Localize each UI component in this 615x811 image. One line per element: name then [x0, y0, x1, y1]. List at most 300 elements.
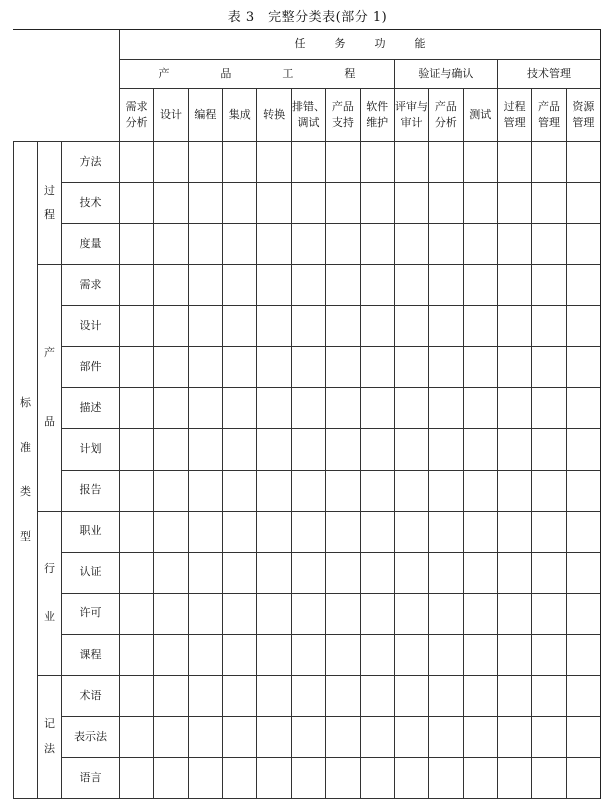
table-cell: [428, 676, 462, 717]
header-column: [360, 89, 394, 142]
table-cell: [463, 388, 497, 429]
table-cell: [531, 429, 565, 470]
row-label: 报告: [61, 471, 119, 512]
table-cell: [428, 388, 462, 429]
table-cell: [325, 635, 359, 676]
table-cell: [188, 676, 222, 717]
table-cell: [531, 717, 565, 758]
table-cell: [325, 183, 359, 224]
table-cell: [428, 553, 462, 594]
row-label: 课程: [61, 635, 119, 676]
table-cell: [463, 306, 497, 347]
table-cell: [153, 594, 187, 635]
table-cell: [428, 306, 462, 347]
table-cell: [325, 142, 359, 183]
table-cell: [566, 676, 600, 717]
side-outer-label: [13, 142, 37, 799]
table-cell: [188, 429, 222, 470]
table-cell: [256, 717, 290, 758]
table-cell: [256, 676, 290, 717]
table-cell: [463, 347, 497, 388]
header-column-line: 转换: [263, 107, 286, 121]
table-cell: [119, 676, 153, 717]
table-cell: [222, 512, 256, 553]
header-column-line: 审计: [400, 116, 423, 129]
header-column: [394, 89, 428, 142]
header-column: [256, 89, 290, 142]
table-cell: [360, 429, 394, 470]
table-cell: [291, 183, 325, 224]
table-cell: [394, 594, 428, 635]
table-cell: [325, 306, 359, 347]
table-cell: [188, 758, 222, 799]
header-column-line: 需求: [125, 99, 148, 113]
table-cell: [566, 429, 600, 470]
table-cell: [153, 676, 187, 717]
classification-table: [13, 29, 601, 799]
table-cell: [360, 183, 394, 224]
table-cell: [256, 388, 290, 429]
table-cell: [394, 306, 428, 347]
table-cell: [119, 758, 153, 799]
table-cell: [291, 758, 325, 799]
header-column-line: 集成: [228, 107, 251, 121]
table-cell: [463, 429, 497, 470]
row-label: 方法: [61, 142, 119, 183]
table-cell: [497, 594, 531, 635]
table-cell: [222, 429, 256, 470]
header-column: [566, 89, 600, 142]
table-cell: [566, 183, 600, 224]
table-cell: [291, 224, 325, 265]
header-column: [497, 89, 531, 142]
table-cell: [394, 512, 428, 553]
table-cell: [360, 265, 394, 306]
table-cell: [256, 306, 290, 347]
header-column-line: 支持: [331, 116, 354, 129]
table-cell: [222, 635, 256, 676]
table-cell: [325, 471, 359, 512]
table-cell: [566, 635, 600, 676]
table-cell: [256, 512, 290, 553]
table-cell: [153, 758, 187, 799]
table-cell: [497, 717, 531, 758]
table-cell: [463, 758, 497, 799]
table-cell: [119, 347, 153, 388]
table-cell: [566, 306, 600, 347]
table-cell: [153, 306, 187, 347]
table-cell: [119, 388, 153, 429]
table-cell: [256, 347, 290, 388]
table-cell: [291, 429, 325, 470]
row-label: 术语: [61, 676, 119, 717]
header-column-line: 过程: [503, 99, 526, 113]
table-cell: [463, 142, 497, 183]
table-cell: [360, 553, 394, 594]
table-cell: [360, 717, 394, 758]
table-cell: [325, 347, 359, 388]
table-cell: [222, 265, 256, 306]
header-column-line: 管理: [503, 116, 526, 129]
table-cell: [497, 183, 531, 224]
table-cell: [566, 224, 600, 265]
table-cell: [360, 594, 394, 635]
header-column-line: 资源: [572, 99, 595, 113]
table-cell: [222, 471, 256, 512]
header-column-line: 设计: [160, 107, 183, 121]
header-column-line: 调试: [297, 116, 320, 129]
table-cell: [153, 347, 187, 388]
table-cell: [360, 224, 394, 265]
table-cell: [325, 717, 359, 758]
table-cell: [394, 635, 428, 676]
table-cell: [531, 758, 565, 799]
side-category-char: 程: [44, 208, 55, 222]
table-cell: [325, 594, 359, 635]
table-cell: [153, 265, 187, 306]
table-cell: [497, 676, 531, 717]
side-category-label: [37, 676, 61, 799]
row-label: 技术: [61, 183, 119, 224]
table-cell: [497, 265, 531, 306]
table-cell: [394, 758, 428, 799]
table-cell: [325, 553, 359, 594]
header-column-line: 测试: [469, 107, 492, 121]
table-cell: [531, 676, 565, 717]
side-category-char: 产: [44, 346, 55, 360]
table-cell: [497, 224, 531, 265]
header-column: [188, 89, 222, 142]
table-cell: [153, 429, 187, 470]
table-cell: [497, 635, 531, 676]
table-cell: [428, 347, 462, 388]
table-cell: [531, 347, 565, 388]
table-cell: [188, 183, 222, 224]
table-cell: [566, 388, 600, 429]
table-cell: [566, 142, 600, 183]
header-column: [119, 89, 153, 142]
side-category-label: [37, 512, 61, 676]
table-cell: [394, 388, 428, 429]
table-cell: [531, 265, 565, 306]
side-category-label: [37, 142, 61, 265]
header-column-line: 产品: [434, 99, 457, 113]
corner-blank: [13, 30, 119, 142]
table-cell: [119, 142, 153, 183]
table-cell: [463, 553, 497, 594]
side-category-char: 过: [44, 183, 55, 197]
row-label: 许可: [61, 594, 119, 635]
table-cell: [153, 512, 187, 553]
table-cell: [222, 183, 256, 224]
table-cell: [566, 265, 600, 306]
table-cell: [360, 758, 394, 799]
table-cell: [119, 717, 153, 758]
table-cell: [119, 594, 153, 635]
table-cell: [428, 594, 462, 635]
table-cell: [188, 635, 222, 676]
table-cell: [531, 512, 565, 553]
table-cell: [188, 224, 222, 265]
header-column-line: 管理: [537, 116, 560, 129]
table-cell: [531, 553, 565, 594]
table-cell: [119, 429, 153, 470]
table-cell: [222, 388, 256, 429]
table-cell: [360, 306, 394, 347]
table-cell: [119, 553, 153, 594]
table-cell: [463, 676, 497, 717]
table-cell: [531, 635, 565, 676]
side-outer-char: 准: [20, 440, 31, 454]
table-cell: [428, 512, 462, 553]
side-category-label: [37, 265, 61, 511]
table-cell: [360, 471, 394, 512]
table-cell: [222, 224, 256, 265]
table-cell: [394, 717, 428, 758]
table-cell: [428, 758, 462, 799]
side-category-char: 业: [44, 610, 55, 624]
header-column: [463, 89, 497, 142]
table-cell: [497, 758, 531, 799]
table-cell: [291, 142, 325, 183]
row-label: 认证: [61, 553, 119, 594]
table-cell: [566, 512, 600, 553]
table-cell: [188, 594, 222, 635]
header-column-line: 维护: [366, 116, 389, 129]
row-label: 设计: [61, 306, 119, 347]
table-cell: [256, 635, 290, 676]
table-cell: [188, 512, 222, 553]
table-cell: [428, 471, 462, 512]
header-group: 验证与确认: [394, 60, 497, 89]
table-cell: [291, 471, 325, 512]
table-cell: [428, 717, 462, 758]
table-cell: [497, 142, 531, 183]
side-outer-char: 类: [20, 485, 31, 498]
row-label: 语言: [61, 758, 119, 799]
table-cell: [566, 758, 600, 799]
table-cell: [153, 224, 187, 265]
table-cell: [256, 471, 290, 512]
table-cell: [566, 717, 600, 758]
table-cell: [291, 635, 325, 676]
table-cell: [119, 635, 153, 676]
table-cell: [428, 224, 462, 265]
table-cell: [222, 306, 256, 347]
table-cell: [222, 758, 256, 799]
table-cell: [566, 553, 600, 594]
table-cell: [188, 306, 222, 347]
table-cell: [256, 553, 290, 594]
table-cell: [291, 512, 325, 553]
table-cell: [291, 265, 325, 306]
side-category-char: 行: [44, 561, 55, 575]
table-cell: [463, 512, 497, 553]
table-cell: [394, 471, 428, 512]
table-cell: [325, 224, 359, 265]
table-cell: [394, 553, 428, 594]
table-cell: [497, 512, 531, 553]
table-cell: [256, 183, 290, 224]
table-cell: [497, 306, 531, 347]
table-cell: [531, 306, 565, 347]
table-cell: [256, 594, 290, 635]
table-cell: [360, 142, 394, 183]
table-cell: [497, 429, 531, 470]
table-cell: [291, 553, 325, 594]
table-cell: [531, 224, 565, 265]
side-category-char: 品: [44, 414, 55, 428]
table-cell: [360, 512, 394, 553]
header-column-line: 软件: [366, 99, 389, 113]
table-cell: [119, 306, 153, 347]
table-cell: [188, 347, 222, 388]
header-column: [531, 89, 565, 142]
header-column-line: 分析: [434, 116, 457, 129]
table-cell: [463, 183, 497, 224]
header-group: 产 品 工 程: [119, 60, 394, 89]
header-column-line: 产品: [331, 99, 354, 113]
table-cell: [222, 553, 256, 594]
table-cell: [463, 265, 497, 306]
header-column: [222, 89, 256, 142]
table-cell: [394, 265, 428, 306]
row-label: 职业: [61, 512, 119, 553]
table-cell: [153, 717, 187, 758]
table-cell: [153, 471, 187, 512]
table-cell: [119, 471, 153, 512]
side-category-char: 法: [44, 741, 55, 755]
table-cell: [325, 512, 359, 553]
table-cell: [222, 142, 256, 183]
table-cell: [360, 388, 394, 429]
table-cell: [256, 429, 290, 470]
table-cell: [222, 717, 256, 758]
table-cell: [497, 471, 531, 512]
table-cell: [566, 471, 600, 512]
header-column-line: 分析: [125, 116, 148, 129]
table-cell: [360, 676, 394, 717]
row-label: 描述: [61, 388, 119, 429]
table-cell: [291, 717, 325, 758]
header-group: 技术管理: [497, 60, 600, 89]
table-cell: [428, 429, 462, 470]
row-label: 计划: [61, 429, 119, 470]
table-cell: [428, 183, 462, 224]
table-cell: [119, 265, 153, 306]
table-cell: [256, 758, 290, 799]
table-cell: [188, 553, 222, 594]
table-cell: [428, 265, 462, 306]
table-cell: [256, 265, 290, 306]
table-cell: [119, 512, 153, 553]
table-cell: [394, 347, 428, 388]
table-cell: [394, 429, 428, 470]
table-cell: [325, 676, 359, 717]
table-cell: [394, 676, 428, 717]
header-column-line: 编程: [194, 107, 217, 121]
row-label: 部件: [61, 347, 119, 388]
table-cell: [119, 183, 153, 224]
table-cell: [188, 142, 222, 183]
table-cell: [394, 183, 428, 224]
header-column: [291, 89, 325, 142]
side-outer-char: 型: [20, 529, 31, 543]
table-cell: [256, 142, 290, 183]
table-cell: [531, 142, 565, 183]
table-cell: [153, 183, 187, 224]
header-column-line: 产品: [537, 99, 560, 113]
header-column-line: 评审与: [395, 99, 429, 113]
table-cell: [497, 388, 531, 429]
table-cell: [463, 717, 497, 758]
table-cell: [531, 388, 565, 429]
table-cell: [394, 224, 428, 265]
header-column: [428, 89, 462, 142]
table-cell: [188, 717, 222, 758]
table-cell: [119, 224, 153, 265]
header-column: [325, 89, 359, 142]
table-cell: [428, 635, 462, 676]
row-label: 度量: [61, 224, 119, 265]
side-category-char: 记: [44, 717, 55, 731]
table-caption: 表 3 完整分类表(部分 1): [227, 10, 388, 25]
table-cell: [325, 429, 359, 470]
table-cell: [291, 388, 325, 429]
table-cell: [291, 347, 325, 388]
side-outer-char: 标: [20, 396, 31, 409]
table-cell: [256, 224, 290, 265]
row-label: 需求: [61, 265, 119, 306]
table-cell: [153, 553, 187, 594]
table-cell: [360, 347, 394, 388]
table-cell: [291, 676, 325, 717]
table-cell: [394, 142, 428, 183]
table-cell: [291, 306, 325, 347]
table-cell: [463, 471, 497, 512]
table-cell: [188, 388, 222, 429]
table-cell: [566, 347, 600, 388]
header-column-line: 管理: [572, 116, 595, 129]
table-cell: [531, 471, 565, 512]
table-cell: [153, 142, 187, 183]
table-cell: [428, 142, 462, 183]
table-cell: [360, 635, 394, 676]
table-cell: [188, 265, 222, 306]
table-cell: [222, 594, 256, 635]
table-cell: [188, 471, 222, 512]
table-cell: [463, 594, 497, 635]
table-cell: [497, 553, 531, 594]
table-cell: [222, 347, 256, 388]
table-cell: [531, 183, 565, 224]
table-cell: [531, 594, 565, 635]
table-cell: [325, 265, 359, 306]
row-label: 表示法: [61, 717, 119, 758]
table-cell: [463, 635, 497, 676]
table-cell: [463, 224, 497, 265]
header-task-function: 任 务 功 能: [119, 30, 600, 60]
table-cell: [497, 347, 531, 388]
table-cell: [325, 388, 359, 429]
table-cell: [222, 676, 256, 717]
header-column-line: 排错、: [291, 99, 325, 113]
table-cell: [566, 594, 600, 635]
table-cell: [153, 635, 187, 676]
table-cell: [153, 388, 187, 429]
table-cell: [325, 758, 359, 799]
table-cell: [291, 594, 325, 635]
